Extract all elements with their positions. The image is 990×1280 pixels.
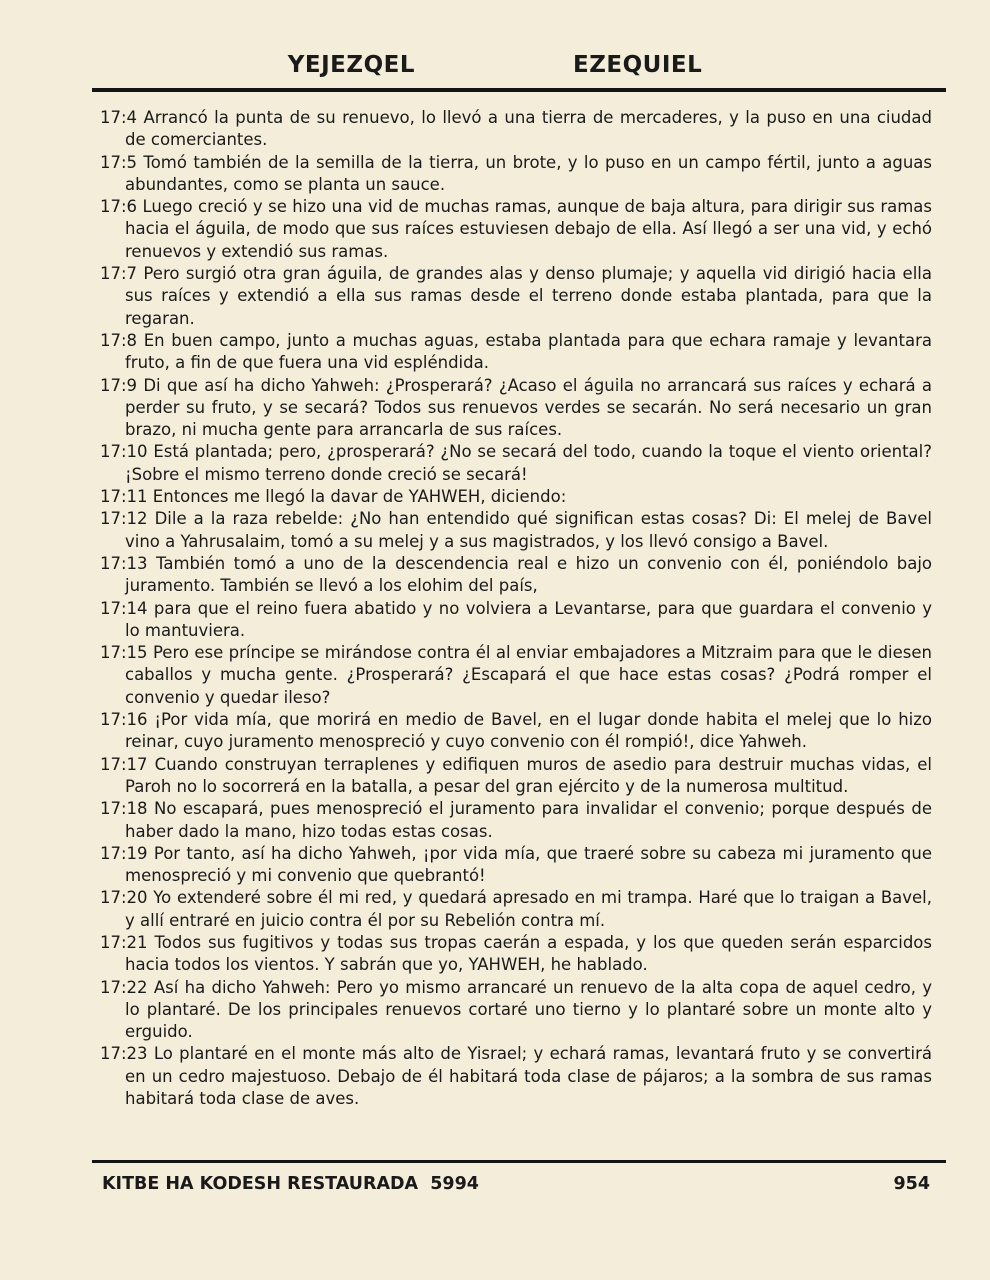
page-header xyxy=(0,0,990,78)
verse xyxy=(100,798,932,843)
verse xyxy=(100,1043,932,1110)
verse-text: No escapará, pues menospreció el juramento para invalidar el convenio; porque después de haber dado la mano, hizo todas estas cosas. xyxy=(125,799,932,841)
page-footer xyxy=(92,1160,946,1194)
verse xyxy=(100,486,932,508)
verse xyxy=(100,330,932,375)
verse xyxy=(100,887,932,932)
verse-ref: 17:20 xyxy=(100,888,148,908)
verse-text: Por tanto, así ha dicho Yahweh, ¡por vida mía, que traeré sobre su cabeza mi juramento que menospreció y mi convenio que quebrantó! xyxy=(125,843,932,886)
verse xyxy=(100,932,932,977)
verse-ref: 17:15 xyxy=(100,643,148,663)
verse xyxy=(100,441,932,486)
verse-ref: 17:18 xyxy=(100,799,148,819)
header-rule xyxy=(92,88,946,92)
verse-ref: 17:21 xyxy=(100,932,148,952)
verse xyxy=(100,508,932,553)
verse-ref: 17:16 xyxy=(100,710,148,730)
title-left: YEJEZQEL xyxy=(287,52,415,78)
verse-text: Pero surgió otra gran águila, de grandes alas y denso plumaje; y aquella vid dirigió hacia ella sus raíces y extendió a ella sus ramas desde el terreno donde estaba plantada, para que la regaran. xyxy=(125,264,932,328)
footer-row xyxy=(92,1174,946,1194)
verse-ref: 17:23 xyxy=(100,1044,148,1064)
footer-page-number: 954 xyxy=(893,1174,930,1194)
title-right: EZEQUIEL xyxy=(572,52,703,78)
verse-ref: 17:14 xyxy=(100,598,148,618)
verse-text: Luego creció y se hizo una vid de muchas ramas, aunque de baja altura, para dirigir sus ramas hacia el águila, de modo que sus raíces estuviesen debajo de ella. Así llegó a ser una vid, y echó renuevos y extendió sus ramas. xyxy=(125,197,932,261)
verse xyxy=(100,196,932,263)
verse xyxy=(100,152,932,197)
verse xyxy=(100,375,932,442)
verse-ref: 17:17 xyxy=(100,754,148,774)
verse-text: Entonces me llegó la davar de YAHWEH, diciendo: xyxy=(147,487,567,507)
verse-text: Arrancó la punta de su renuevo, lo llevó a una tierra de mercaderes, y la puso en una ciudad de comerciantes. xyxy=(125,108,932,150)
verse-ref: 17:9 xyxy=(100,375,138,395)
verse xyxy=(100,263,932,330)
verse-ref: 17:12 xyxy=(100,509,148,529)
verse-text: Pero ese príncipe se mirándose contra él al enviar embajadores a Mitzraim para que le diesen caballos y mucha gente. ¿Prosperará? ¿Escapará el que hace estas cosas? ¿Podrá romper el convenio y quedar ileso? xyxy=(125,643,932,707)
verse-text: También tomó a uno de la descendencia real e hizo un convenio con él, poniéndolo bajo juramento. También se llevó a los elohim del país, xyxy=(125,553,932,596)
verse xyxy=(100,642,932,709)
verse-text: ¡Por vida mía, que morirá en medio de Bavel, en el lugar donde habita el melej que lo hizo reinar, cuyo juramento menospreció y cuyo convenio con él rompió!, dice Yahweh. xyxy=(125,710,932,752)
verse xyxy=(100,553,932,598)
verse xyxy=(100,709,932,754)
verse xyxy=(100,754,932,799)
verse-text: Dile a la raza rebelde: ¿No han entendido qué significan estas cosas? Di: El melej de Bavel vino a Yahrusalaim, tomó a su melej y a sus magistrados, y los llevó consigo a Bavel. xyxy=(125,509,932,551)
verse-ref: 17:5 xyxy=(100,152,138,172)
verse-text: Yo extenderé sobre él mi red, y quedará apresado en mi trampa. Haré que lo traigan a Bavel, y allí entraré en juicio contra él por su Rebelión contra mí. xyxy=(125,888,932,930)
footer-edition-label: KITBE HA KODESH RESTAURADA 5994 xyxy=(102,1174,479,1194)
verse-ref: 17:19 xyxy=(100,843,148,863)
verse xyxy=(100,843,932,888)
verse-ref: 17:22 xyxy=(100,977,148,997)
footer-rule xyxy=(92,1160,946,1163)
verse-ref: 17:7 xyxy=(100,264,138,284)
verse-text: Todos sus fugitivos y todas sus tropas caerán a espada, y los que queden serán esparcidos hacia todos los vientos. Y sabrán que yo, YAHWEH, he hablado. xyxy=(125,932,932,975)
verse-ref: 17:11 xyxy=(100,487,148,507)
verse-ref: 17:4 xyxy=(100,108,138,127)
verse-ref: 17:13 xyxy=(100,553,148,573)
verse xyxy=(100,107,932,152)
verse xyxy=(100,977,932,1044)
verse-ref: 17:6 xyxy=(100,197,138,217)
verse-list xyxy=(92,107,946,1110)
verse-text: Está plantada; pero, ¿prosperará? ¿No se secará del todo, cuando la toque el viento oriental? ¡Sobre el mismo terreno donde creció se secará! xyxy=(125,442,932,484)
verse-text: Así ha dicho Yahweh: Pero yo mismo arrancaré un renuevo de la alta copa de aquel cedro, y lo plantaré. De los principales renuevos cortaré uno tierno y lo plantaré sobre un monte alto y erguido. xyxy=(125,977,932,1042)
verse xyxy=(100,598,932,643)
verse-text: Di que así ha dicho Yahweh: ¿Prosperará? ¿Acaso el águila no arrancará sus raíces y echará a perder su fruto, y se secará? Todos sus renuevos verdes se secarán. No será necesario un gran brazo, ni mucha gente para arrancarla de sus raíces. xyxy=(125,375,932,440)
verse-text: para que el reino fuera abatido y no volviera a Levantarse, para que guardara el convenio y lo mantuviera. xyxy=(125,598,932,640)
verse-text: Tomó también de la semilla de la tierra, un brote, y lo puso en un campo fértil, junto a aguas abundantes, como se planta un sauce. xyxy=(125,152,932,194)
verse-text: Cuando construyan terraplenes y edifiquen muros de asedio para destruir muchas vidas, el Paroh no lo socorrerá en la batalla, a pesar del gran ejército y de la numerosa multitud. xyxy=(125,754,932,796)
verse-text: Lo plantaré en el monte más alto de Yisrael; y echará ramas, levantará fruto y se convertirá en un cedro majestuoso. Debajo de él habitará toda clase de pájaros; a la sombra de sus ramas habitará toda clase de aves. xyxy=(125,1044,932,1109)
verse-text: En buen campo, junto a muchas aguas, estaba plantada para que echara ramaje y levantara fruto, a fin de que fuera una vid espléndida. xyxy=(125,330,932,373)
verse-ref: 17:10 xyxy=(100,442,148,462)
verse-ref: 17:8 xyxy=(100,330,138,350)
